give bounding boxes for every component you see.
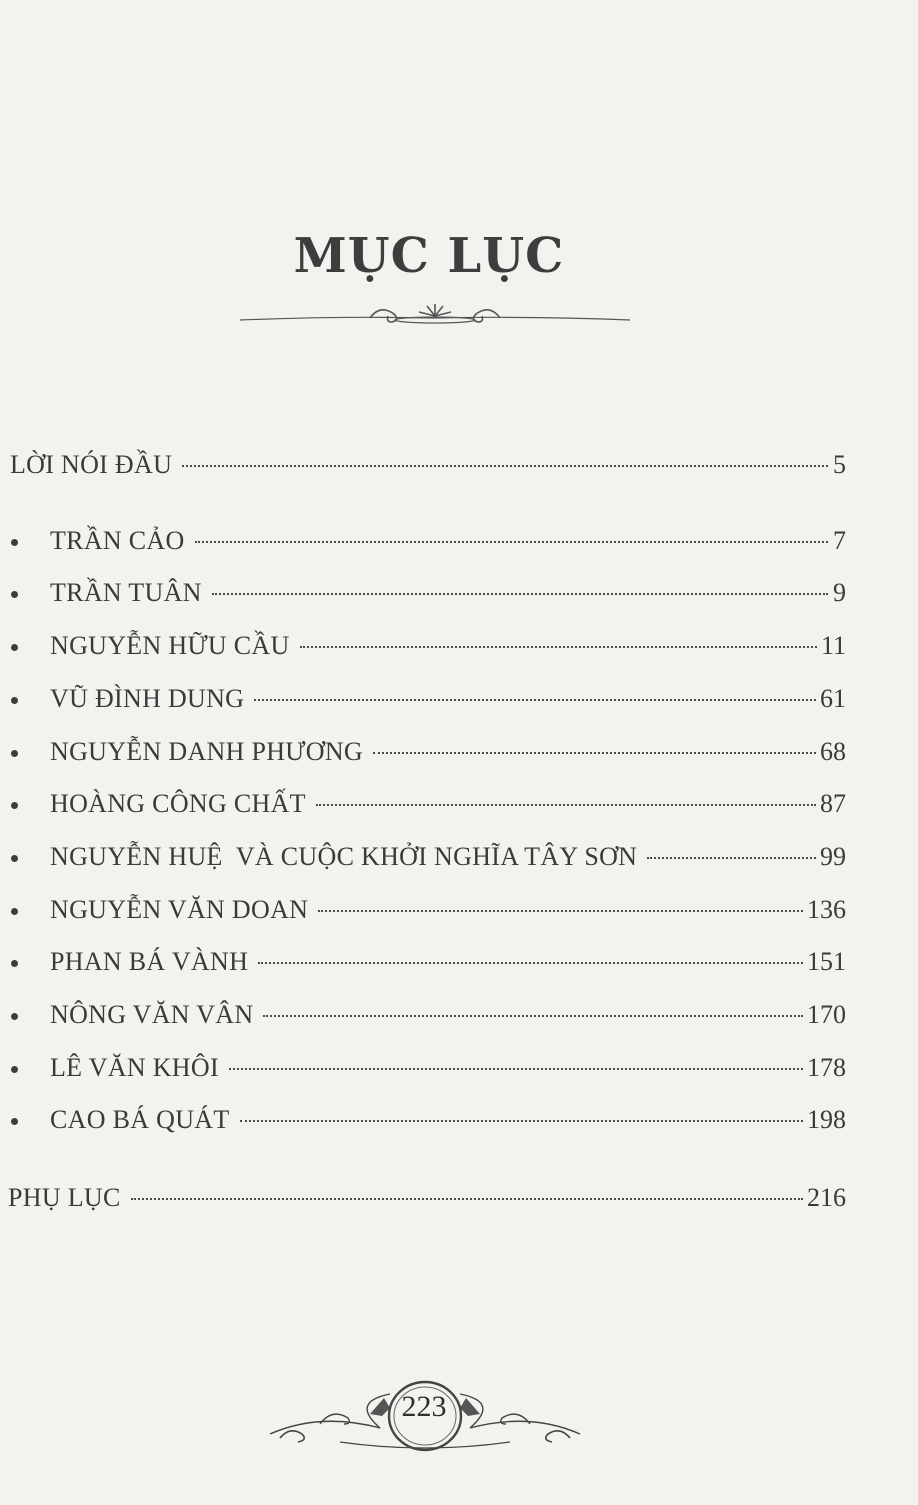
- toc-entry-label: LÊ VĂN KHÔI: [50, 1053, 219, 1082]
- toc-entry: [50, 893, 846, 927]
- dot-leader: [647, 857, 816, 859]
- toc-entry-label: NGUYỄN DANH PHƯƠNG: [50, 737, 364, 766]
- title-ornament: [240, 296, 630, 336]
- toc-entry-label: TRẦN TUÂN: [50, 578, 202, 607]
- page-number: 223: [401, 1390, 447, 1423]
- bullet-icon: [11, 802, 18, 809]
- bullet-icon: [11, 697, 18, 704]
- bullet-icon: [11, 1066, 18, 1073]
- dot-leader: [182, 465, 828, 467]
- toc-entry-label: TRẦN CẢO: [50, 526, 185, 555]
- dot-leader: [316, 804, 816, 806]
- toc-entry: [50, 945, 846, 979]
- bullet-icon: [11, 750, 18, 757]
- toc-entry: [50, 524, 846, 558]
- toc-entry-page: 7: [833, 526, 846, 555]
- dot-leader: [254, 699, 816, 701]
- toc-entry-label: NGUYỄN HỮU CẦU: [50, 631, 290, 660]
- toc-entry-page: 99: [820, 842, 846, 871]
- bullet-icon: [11, 1013, 18, 1020]
- toc-entry-page: 5: [833, 450, 846, 479]
- dot-leader: [263, 1015, 803, 1017]
- bullet-icon: [11, 591, 18, 598]
- bullet-icon: [11, 539, 18, 546]
- toc-entry: [50, 1103, 846, 1137]
- bullet-icon: [11, 855, 18, 862]
- toc-entry-page: 11: [820, 631, 846, 660]
- toc-entry-page: 9: [833, 578, 846, 607]
- toc-entry-page: 136: [807, 895, 846, 924]
- toc-entry-page: 61: [820, 684, 846, 713]
- toc-entry: [50, 682, 846, 716]
- bullet-icon: [11, 1118, 18, 1125]
- dot-leader: [373, 752, 816, 754]
- toc-entry-page: 178: [807, 1053, 846, 1082]
- toc-entry-label: VŨ ĐÌNH DUNG: [50, 684, 245, 713]
- toc-entry-page: 170: [807, 1000, 846, 1029]
- dot-leader: [212, 593, 828, 595]
- toc-entry-label: NGUYỄN VĂN DOAN: [50, 895, 309, 924]
- toc-entry-page: 68: [820, 737, 846, 766]
- toc-entry-label: CAO BÁ QUÁT: [50, 1105, 230, 1134]
- toc-entry-label: LỜI NÓI ĐẦU: [10, 450, 173, 479]
- toc-entry-page: 151: [807, 947, 846, 976]
- toc-entry: [50, 629, 846, 663]
- toc-entry-label: NÔNG VĂN VÂN: [50, 1000, 254, 1029]
- bullet-icon: [11, 960, 18, 967]
- toc-entry: [8, 1181, 846, 1215]
- toc-entry: [50, 787, 846, 821]
- bullet-icon: [11, 644, 18, 651]
- toc-entry-page: 216: [807, 1183, 846, 1212]
- toc-entry-label: PHAN BÁ VÀNH: [50, 947, 249, 976]
- toc-entry-page: 198: [807, 1105, 846, 1134]
- page-title: MỤC LỤC: [293, 228, 565, 284]
- toc-entry: [50, 735, 846, 769]
- dot-leader: [195, 541, 828, 543]
- toc-entry: [50, 998, 846, 1032]
- toc-entry-label: PHỤ LỤC: [8, 1183, 121, 1212]
- dot-leader: [318, 910, 803, 912]
- dot-leader: [131, 1198, 803, 1200]
- toc-entry: [10, 448, 846, 482]
- dot-leader: [240, 1120, 803, 1122]
- toc-entry-label: NGUYỄN HUỆ VÀ CUỘC KHỞI NGHĨA TÂY SƠN: [50, 842, 638, 871]
- dot-leader: [300, 646, 817, 648]
- bullet-icon: [11, 908, 18, 915]
- toc-entry: [50, 576, 846, 610]
- dot-leader: [258, 962, 803, 964]
- toc-entry-page: 87: [820, 789, 846, 818]
- toc-entry: [50, 840, 846, 874]
- toc-entry-label: HOÀNG CÔNG CHẤT: [50, 789, 306, 818]
- dot-leader: [229, 1068, 803, 1070]
- toc-entry: [50, 1051, 846, 1085]
